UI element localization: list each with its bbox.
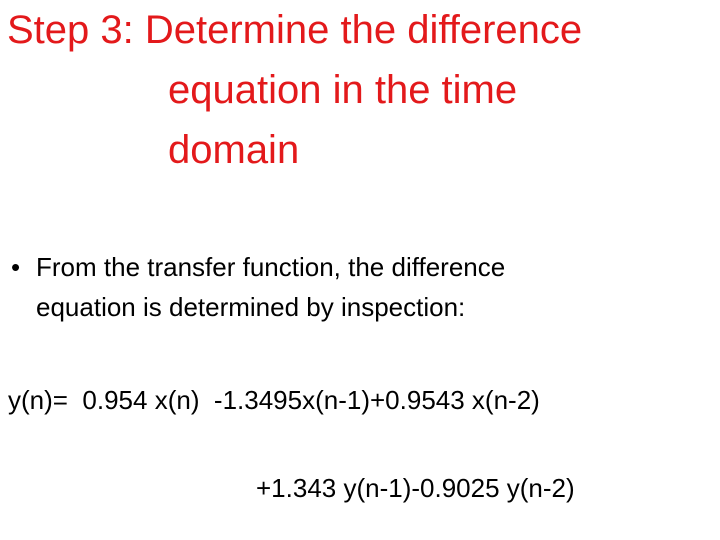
title-line-3: domain xyxy=(168,128,300,172)
bullet-text xyxy=(11,247,711,327)
bullet-line-1: From the transfer function, the difference xyxy=(36,252,506,282)
bullet-item xyxy=(11,247,711,327)
title-line-2: equation in the time xyxy=(168,68,518,112)
title-line-1: Step 3: Determine the difference xyxy=(7,8,583,52)
equation-line-1: y(n)= 0.954 x(n) -1.3495x(n-1)+0.9543 x(n-2) xyxy=(8,385,540,415)
slide-title xyxy=(7,0,717,180)
bullet-marker: • xyxy=(11,252,21,282)
bullet-line-2: equation is determined by inspection: xyxy=(36,292,466,322)
equation-line-2: +1.343 y(n-1)-0.9025 y(n-2) xyxy=(256,473,575,503)
